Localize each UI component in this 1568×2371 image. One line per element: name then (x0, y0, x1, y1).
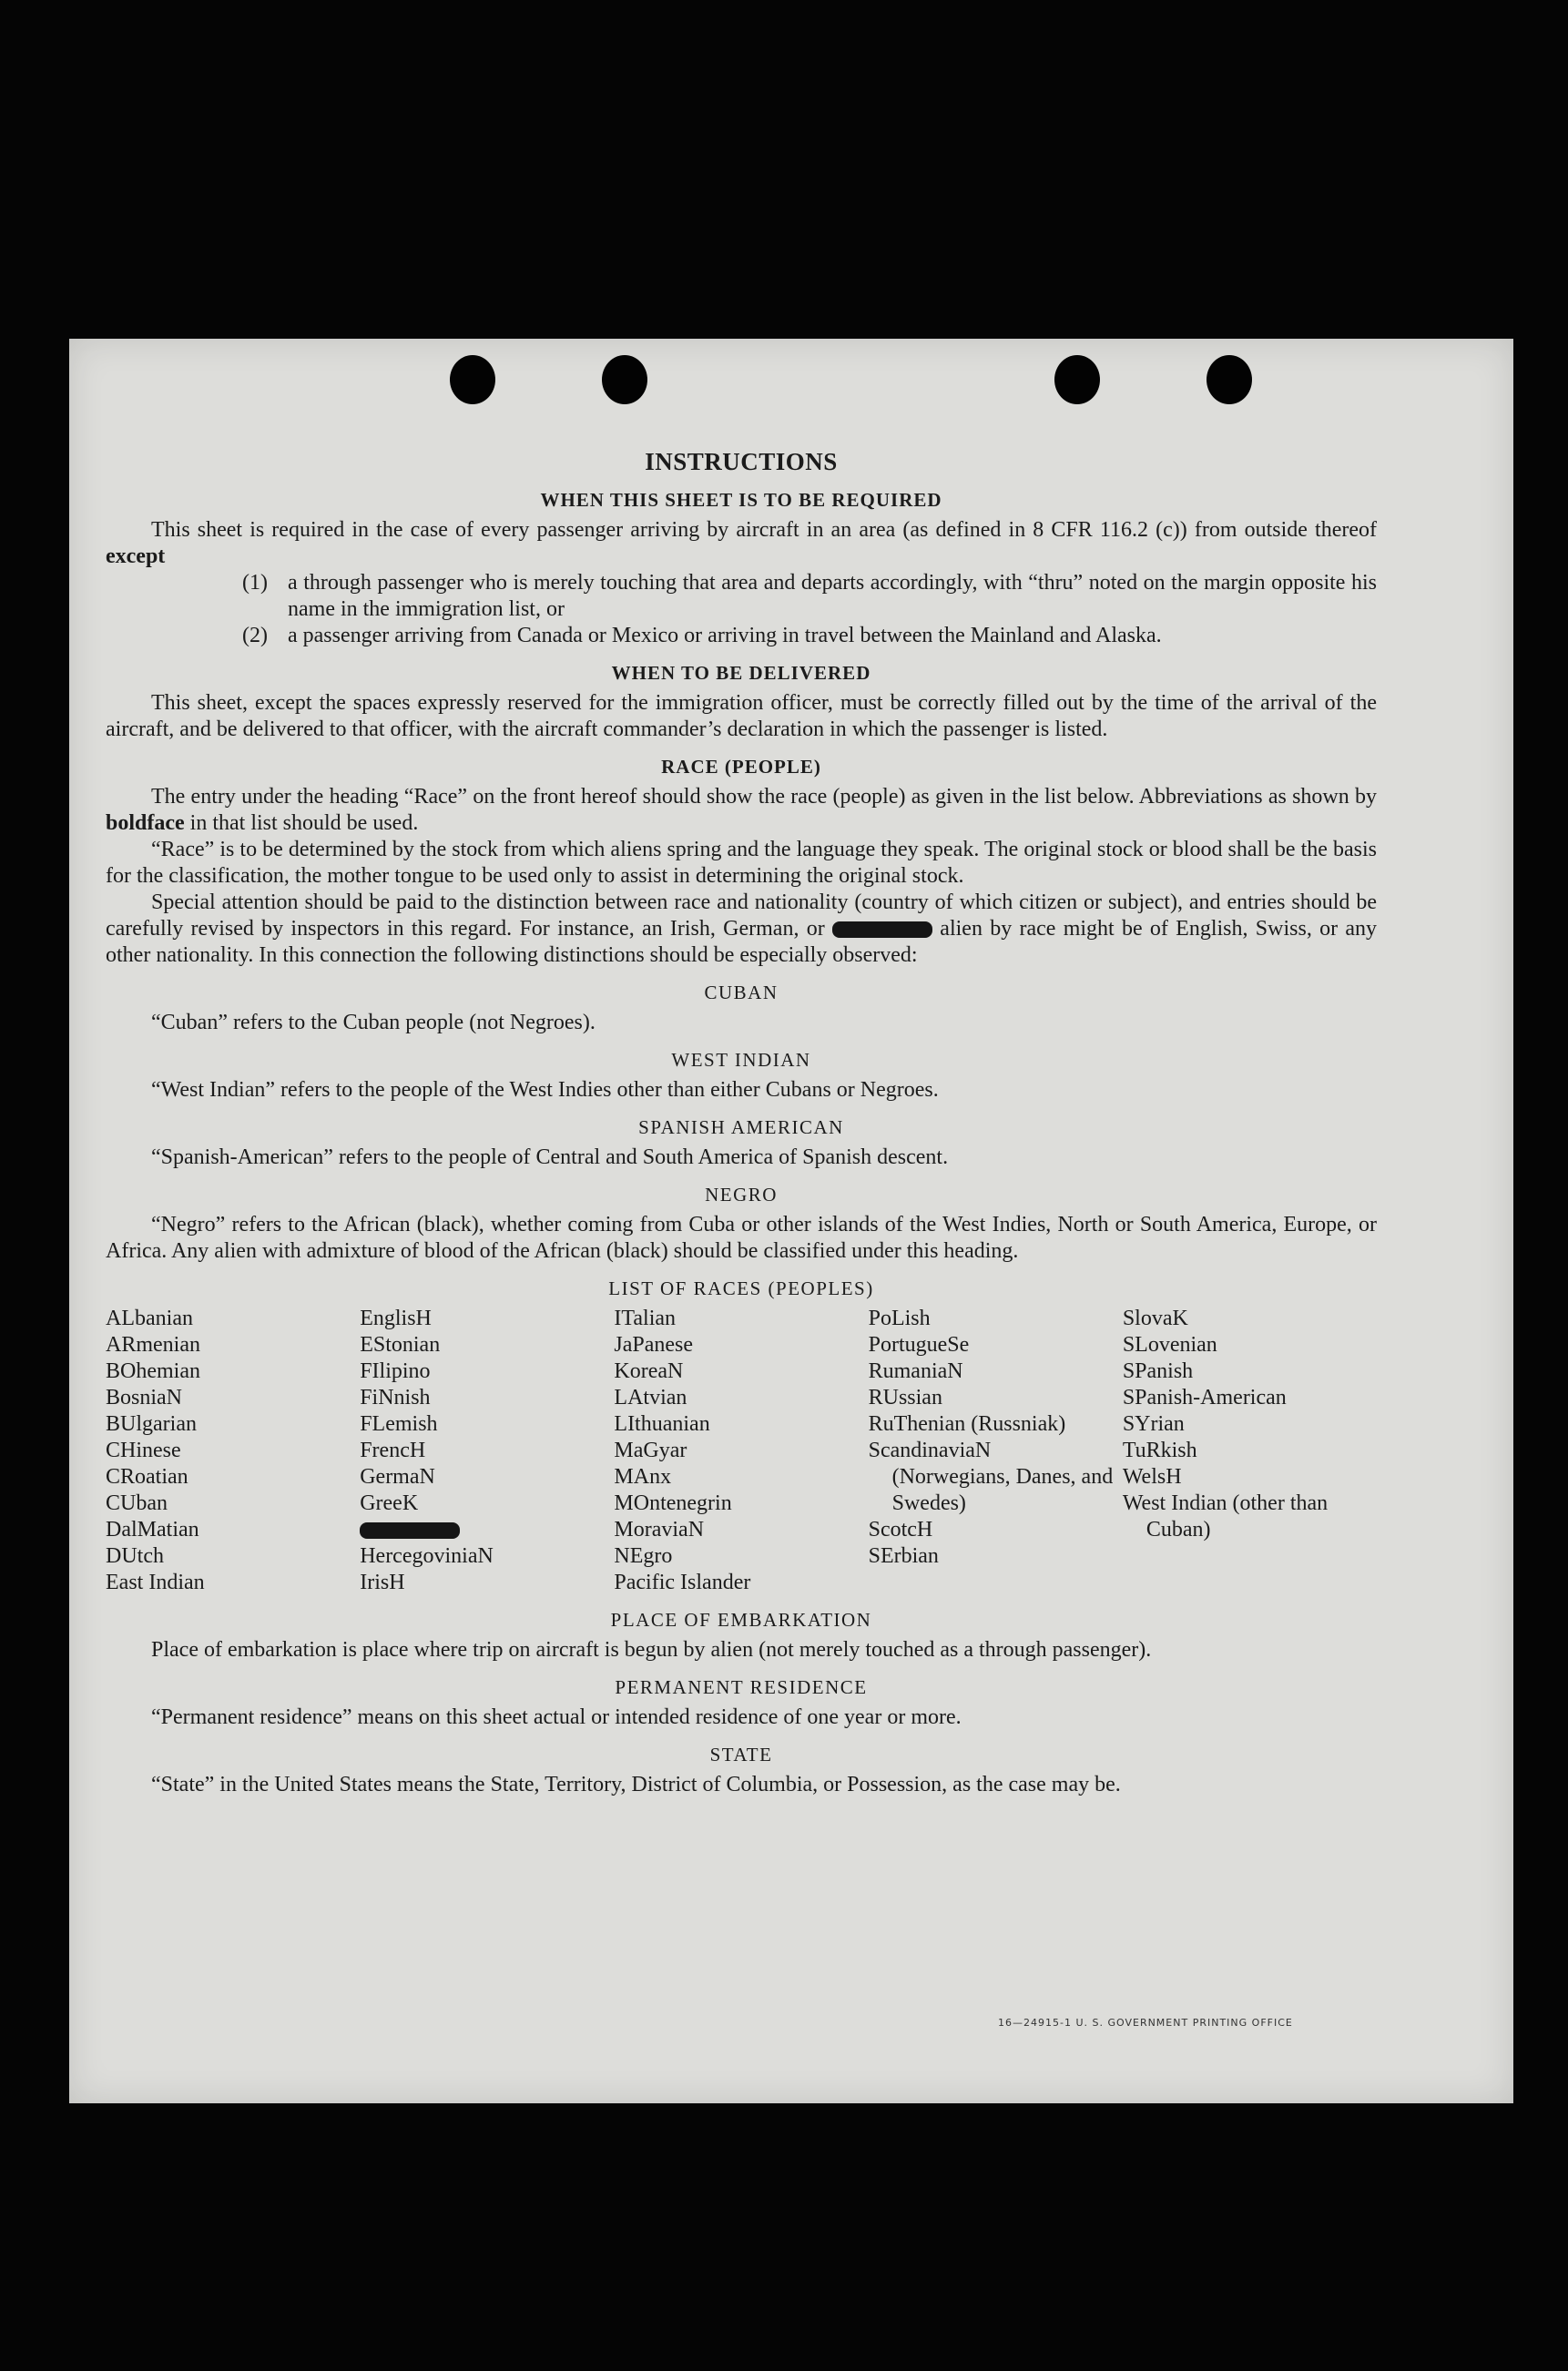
race-entry: East Indian (106, 1571, 205, 1594)
paragraph-west-indian: “West Indian” refers to the people of the West Indies other than either Cubans or Negroes. (151, 1078, 939, 1102)
race-entry: NEgro (614, 1544, 673, 1568)
paragraph-race-3: Special attention should be paid to the distinction between race and nationality (country of which citizen or subject), and entries should be carefully revised by inspectors in this regard. For instance, an Irish, German, or alien by race might be of English, Swiss, or any other nationality. In this connection the following distinctions should be especially observed: (106, 890, 1378, 967)
paragraph-negro: “Negro” refers to the African (black), whether coming from Cuba or other islands of the West Indies, North or South America, Europe, or Africa. Any alien with admixture of blood of the African (black) should be classified under this heading. (106, 1213, 1377, 1263)
paragraph-race-1: The entry under the heading “Race” on the front hereof should show the race (people) as given in the list below. Abbreviations as shown by boldface in that list should be used. (106, 785, 1377, 835)
heading-residence: PERMANENT RESIDENCE (615, 1676, 868, 1698)
race-entry: PortugueSe (868, 1333, 970, 1357)
race-entry: FrencH (360, 1439, 426, 1462)
race-entry: CUban (106, 1491, 168, 1515)
race-entry: JaPanese (614, 1333, 694, 1357)
race-entry: CHinese (106, 1439, 181, 1462)
race-entry: RUssian (868, 1386, 942, 1409)
punch-hole (450, 355, 495, 404)
redaction-mark (832, 921, 932, 938)
race-entry: MAnx (614, 1465, 672, 1489)
paragraph-cuban: “Cuban” refers to the Cuban people (not Negroes). (151, 1011, 596, 1034)
race-entry: MoraviaN (614, 1518, 705, 1542)
race-entry: Pacific Islander (614, 1571, 751, 1594)
race-entry: BOhemian (106, 1359, 200, 1383)
redaction-mark (360, 1522, 460, 1539)
race-entry: BUlgarian (106, 1412, 197, 1436)
race-entry: HercegoviniaN (360, 1544, 494, 1568)
race-column-5 (1123, 1306, 1377, 1596)
race-entry: GreeK (360, 1491, 419, 1515)
race-entry: BosniaN (106, 1386, 182, 1409)
race-entry: ScandinaviaN (Norwegians, Danes, and Swedes) (868, 1439, 1114, 1515)
punch-hole (1054, 355, 1100, 404)
race-entry: SYrian (1122, 1412, 1185, 1436)
printer-imprint: 16—24915-1 U. S. GOVERNMENT PRINTING OFFICE (998, 2017, 1293, 2029)
race-entry: CRoatian (106, 1465, 188, 1489)
race-entry: MOntenegrin (614, 1491, 732, 1515)
except-word: except (106, 544, 166, 568)
race-entry: DUtch (106, 1544, 164, 1568)
race-entry: ScotcH (868, 1518, 933, 1542)
race-entry: FIlipino (360, 1359, 431, 1383)
race-entry: SLovenian (1122, 1333, 1217, 1357)
heading-when-delivered: WHEN TO BE DELIVERED (611, 662, 871, 684)
list-item: (2) a passenger arriving from Canada or Mexico or arriving in travel between the Mainland and Alaska. (242, 624, 1162, 647)
race-entry: EnglisH (360, 1307, 432, 1330)
race-entry: GermaN (360, 1465, 435, 1489)
race-entry: ALbanian (106, 1307, 193, 1330)
race-entry: TuRkish (1122, 1439, 1197, 1462)
race-entry: SPanish-American (1122, 1386, 1287, 1409)
paragraph-when-delivered: This sheet, except the spaces expressly reserved for the immigration officer, must be correctly filled out by the time of the arrival of the aircraft, and be delivered to that officer, with the aircraft commander’s declaration in which the passenger is listed. (106, 691, 1377, 741)
paragraph-when-required: This sheet is required in the case of every passenger arriving by aircraft in an area (as defined in 8 CFR 116.2 (c)) from outside thereof except (106, 518, 1377, 568)
race-list (106, 1306, 1377, 1596)
race-entry: LAtvian (614, 1386, 687, 1409)
document-sheet (69, 339, 1513, 2103)
race-entry: ARmenian (106, 1333, 200, 1357)
punch-hole (1207, 355, 1252, 404)
instructions-content (106, 448, 1377, 1798)
race-entry: KoreaN (614, 1359, 684, 1383)
race-entry: PoLish (868, 1307, 931, 1330)
page-title: INSTRUCTIONS (645, 448, 838, 475)
heading-spanish-american: SPANISH AMERICAN (638, 1116, 844, 1138)
heading-cuban: CUBAN (704, 982, 779, 1003)
race-entry: MaGyar (614, 1439, 687, 1462)
paragraph-residence: “Permanent residence” means on this sheet actual or intended residence of one year or more. (151, 1705, 962, 1729)
race-entry: IrisH (360, 1571, 405, 1594)
race-entry: FiNnish (360, 1386, 431, 1409)
punch-hole (602, 355, 647, 404)
race-entry: SPanish (1122, 1359, 1194, 1383)
race-entry: ITalian (614, 1307, 677, 1330)
race-entry: WelsH (1122, 1465, 1182, 1489)
heading-when-required: WHEN THIS SHEET IS TO BE REQUIRED (540, 489, 942, 511)
race-entry: FLemish (360, 1412, 438, 1436)
heading-west-indian: WEST INDIAN (671, 1049, 811, 1071)
heading-list-of-races: LIST OF RACES (PEOPLES) (608, 1277, 874, 1299)
race-entry: EStonian (360, 1333, 441, 1357)
heading-embarkation: PLACE OF EMBARKATION (610, 1609, 872, 1631)
race-entry (360, 1517, 605, 1543)
list-item: (1) a through passenger who is merely touching that area and departs accordingly, with “thru” noted on the margin opposite his name in the immigration list, or (242, 571, 1377, 621)
race-entry: SlovaK (1122, 1307, 1188, 1330)
race-column-1 (106, 1306, 360, 1596)
paragraph-state: “State” in the United States means the State, Territory, District of Columbia, or Possession, as the case may be. (151, 1773, 1121, 1796)
race-entry: LIthuanian (614, 1412, 710, 1436)
race-column-4 (869, 1306, 1123, 1596)
paragraph-embarkation: Place of embarkation is place where trip on aircraft is begun by alien (not merely touched as a through passenger). (151, 1638, 1152, 1662)
paragraph-spanish-american: “Spanish-American” refers to the people of Central and South America of Spanish descent. (151, 1145, 949, 1169)
race-entry: RumaniaN (868, 1359, 963, 1383)
heading-negro: NEGRO (705, 1184, 778, 1206)
race-entry: RuThenian (Russniak) (868, 1412, 1066, 1436)
race-column-2 (360, 1306, 614, 1596)
race-entry: SErbian (868, 1544, 939, 1568)
paragraph-race-2: “Race” is to be determined by the stock from which aliens spring and the language they speak. The original stock or blood shall be the basis for the classification, the mother tongue to be used only to assist in determining the original stock. (106, 838, 1377, 888)
race-entry: West Indian (other than Cuban) (1122, 1491, 1329, 1542)
heading-state: STATE (709, 1744, 773, 1766)
race-column-3 (614, 1306, 868, 1596)
heading-race: RACE (PEOPLE) (661, 756, 821, 778)
race-entry: DalMatian (106, 1518, 199, 1542)
